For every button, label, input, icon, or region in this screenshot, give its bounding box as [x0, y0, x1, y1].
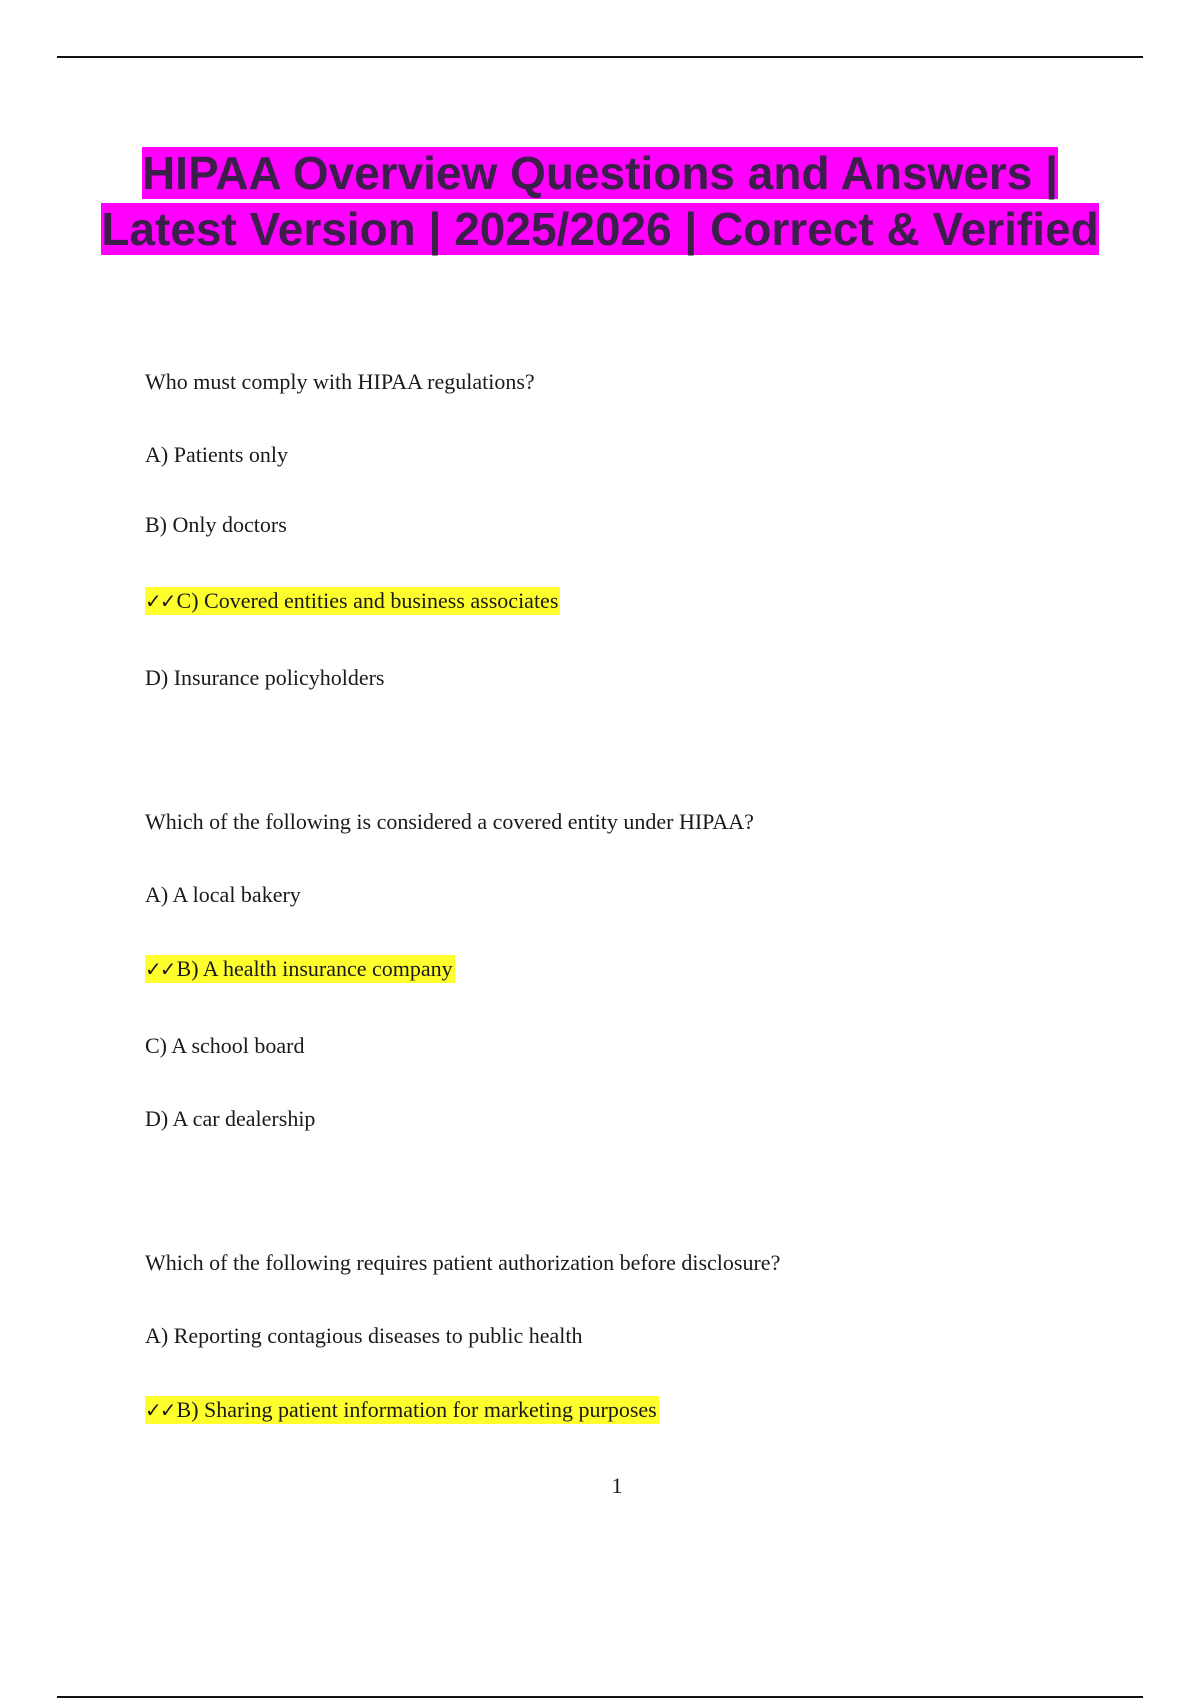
question-2-option-b-label: B) A health insurance company — [176, 956, 453, 981]
question-3-option-b-label: B) Sharing patient information for marketing purposes — [176, 1397, 657, 1422]
question-1-option-b: B) Only doctors — [145, 512, 287, 537]
question-2-option-b-correct — [145, 955, 455, 983]
question-2-option-a: A) A local bakery — [145, 882, 301, 907]
bottom-rule — [57, 1696, 1143, 1698]
question-1-option-c-correct — [145, 587, 560, 615]
page-number: 1 — [611, 1473, 623, 1498]
check-mark-icon: ✓✓ — [145, 1398, 175, 1422]
question-3-text: Which of the following requires patient authorization before disclosure? — [145, 1250, 781, 1275]
document-title-text: HIPAA Overview Questions and Answers | Latest Version | 2025/2026 | Correct & Verified — [101, 147, 1099, 255]
question-3-option-a: A) Reporting contagious diseases to public health — [145, 1323, 583, 1348]
question-2-text: Which of the following is considered a covered entity under HIPAA? — [145, 809, 754, 834]
question-1-option-d: D) Insurance policyholders — [145, 665, 385, 690]
check-mark-icon: ✓✓ — [145, 589, 175, 613]
document-title — [100, 145, 1100, 257]
top-rule — [57, 56, 1143, 58]
check-mark-icon: ✓✓ — [145, 957, 175, 981]
question-1-option-c-label: C) Covered entities and business associates — [176, 588, 559, 613]
question-2-option-c: C) A school board — [145, 1033, 305, 1058]
question-1-text: Who must comply with HIPAA regulations? — [145, 369, 535, 394]
question-3-option-b-correct — [145, 1396, 659, 1424]
question-2-option-d: D) A car dealership — [145, 1106, 316, 1131]
question-1-option-a: A) Patients only — [145, 442, 288, 467]
